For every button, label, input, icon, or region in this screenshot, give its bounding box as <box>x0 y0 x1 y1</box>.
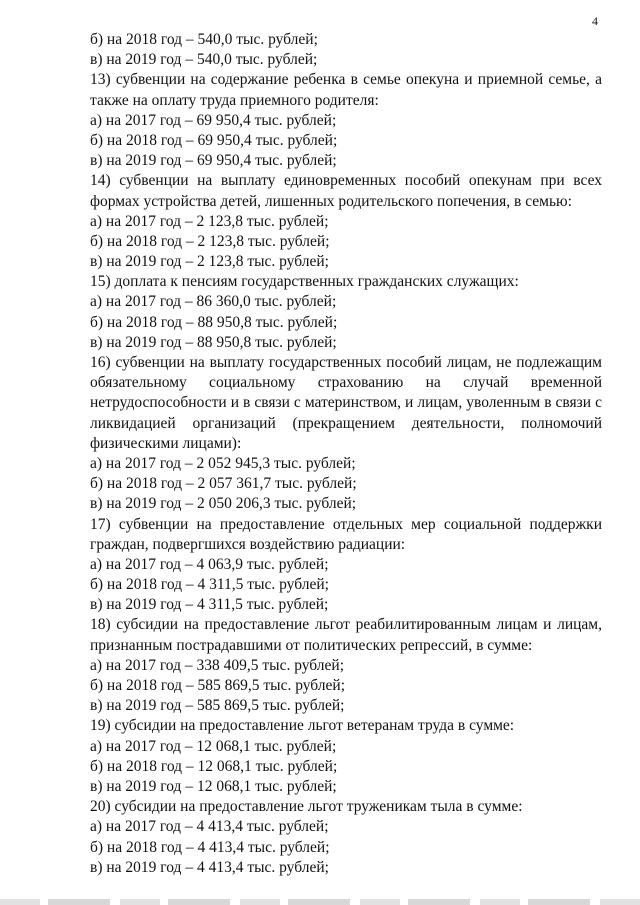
document-line: 13) субвенции на содержание ребенка в семье опекуна и приемной семье, а <box>90 71 602 89</box>
document-line: граждан, подвергшихся воздействию радиации: <box>90 535 406 553</box>
document-line: обязательному социальному страхованию на случай временной <box>90 374 602 392</box>
document-line: 17) субвенции на предоставление отдельных мер социальной поддержки <box>90 515 602 533</box>
document-line: б) на 2018 год – 88 950,8 тыс. рублей; <box>90 313 338 331</box>
document-line: б) на 2018 год – 69 950,4 тыс. рублей; <box>90 131 338 149</box>
document-line: б) на 2018 год – 540,0 тыс. рублей; <box>90 31 318 48</box>
document-line: признанным пострадавшими от политических репрессий, в сумме: <box>90 636 533 654</box>
document-line: в) на 2019 год – 585 869,5 тыс. рублей; <box>90 697 345 715</box>
document-line: в) на 2019 год – 2 050 206,3 тыс. рублей; <box>90 495 357 513</box>
document-line: б) на 2018 год – 585 869,5 тыс. рублей; <box>90 677 346 694</box>
document-line: б) на 2018 год – 4 413,4 тыс. рублей; <box>90 838 330 856</box>
document-line: а) на 2017 год – 4 063,9 тыс. рублей; <box>90 555 329 573</box>
document-line: б) на 2018 год – 2 057 361,7 тыс. рублей; <box>90 475 357 493</box>
document-line: б) на 2018 год – 4 311,5 тыс. рублей; <box>90 576 329 594</box>
scan-edge-artifact <box>0 899 640 905</box>
document-line: 19) субсидии на предоставление льгот ветеранам труда в сумме: <box>90 717 515 735</box>
document-line: 15) доплата к пенсиям государственных гражданских служащих: <box>90 273 519 291</box>
document-line: в) на 2019 год – 2 123,8 тыс. рублей; <box>90 253 329 271</box>
document-line: в) на 2019 год – 4 413,4 тыс. рублей; <box>90 858 329 876</box>
document-line: а) на 2017 год – 2 123,8 тыс. рублей; <box>90 212 329 230</box>
document-line: а) на 2017 год – 338 409,5 тыс. рублей; <box>90 656 345 674</box>
document-line: физическими лицами): <box>90 434 242 452</box>
document-line: в) на 2019 год – 540,0 тыс. рублей; <box>90 51 318 69</box>
document-line: а) на 2017 год – 2 052 945,3 тыс. рублей; <box>90 454 356 472</box>
document-line: в) на 2019 год – 88 950,8 тыс. рублей; <box>90 333 337 351</box>
document-line: формах устройства детей, лишенных родительского попечения, в семью: <box>90 192 572 210</box>
document-line: нетрудоспособности и в связи с материнством, и лицам, уволенным в связи с <box>90 394 602 412</box>
document-line: а) на 2017 год – 69 950,4 тыс. рублей; <box>90 111 337 129</box>
document-line: б) на 2018 год – 2 123,8 тыс. рублей; <box>90 232 330 250</box>
document-line: в) на 2019 год – 12 068,1 тыс. рублей; <box>90 777 337 795</box>
document-line: б) на 2018 год – 12 068,1 тыс. рублей; <box>90 757 338 775</box>
document-line: 18) субсидии на предоставление льгот реабилитированным лицам и лицам, <box>90 616 602 634</box>
document-line: также на оплату труда приемного родителя: <box>90 91 379 109</box>
page-number: 4 <box>592 14 598 28</box>
document-line: а) на 2017 год – 4 413,4 тыс. рублей; <box>90 818 329 836</box>
document-line: в) на 2019 год – 4 311,5 тыс. рублей; <box>90 596 329 614</box>
document-line: а) на 2017 год – 86 360,0 тыс. рублей; <box>90 293 337 311</box>
document-body <box>90 30 602 878</box>
document-line: 20) субсидии на предоставление льгот труженикам тыла в сумме: <box>90 798 523 816</box>
document-line: в) на 2019 год – 69 950,4 тыс. рублей; <box>90 152 337 170</box>
document-line: ликвидацией организаций (прекращением деятельности, полномочий <box>90 414 602 432</box>
document-line: 16) субвенции на выплату государственных пособий лицам, не подлежащим <box>90 354 602 371</box>
document-line: 14) субвенции на выплату единовременных пособий опекунам при всех <box>90 172 602 190</box>
document-line: а) на 2017 год – 12 068,1 тыс. рублей; <box>90 737 337 755</box>
